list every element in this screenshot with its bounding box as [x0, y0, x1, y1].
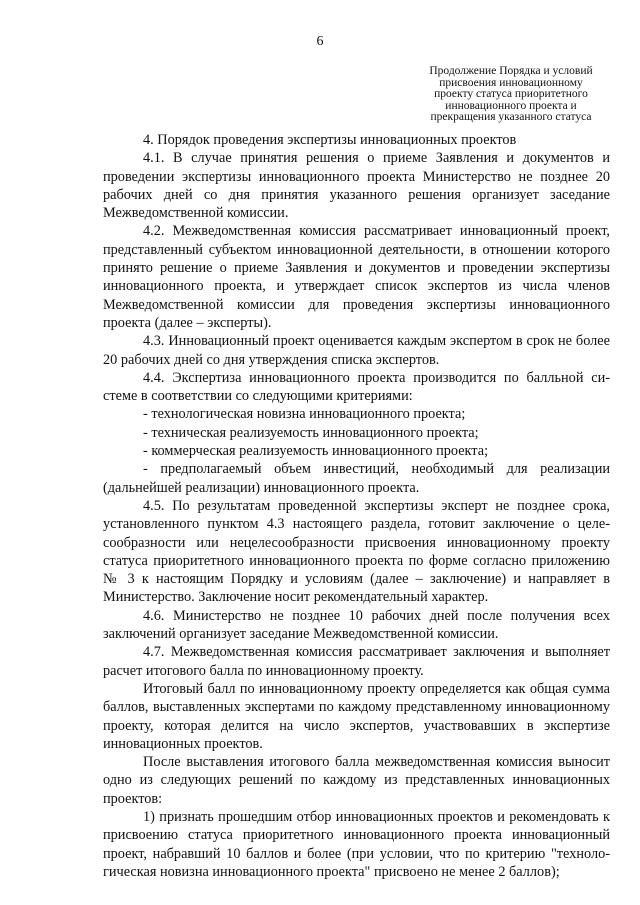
paragraph-4-7: 4.7. Межведомственная комиссия рассматривает заключения и выполняет расчет итогового балла по инновационному проекту. [103, 644, 610, 679]
paragraph-4-4: 4.4. Экспертиза инновационного проекта производится по балльной системе в соответствии со следующими критериями: [103, 369, 610, 405]
paragraph-4-1: 4.1. В случае принятия решения о приеме Заявления и документов и проведении экспертизы инновационного проекта Министерство не позднее 20 рабочих дней со дня принятия указанного решения организует заседание Межведомственной комиссии. [103, 150, 610, 222]
criteria-item: - техническая реализуемость инновационного проекта; [143, 424, 479, 441]
criteria-item: - технологическая новизна инновационного проекта; [143, 406, 466, 423]
paragraph-4-5: 4.5. По результатам проведенной экспертизы эксперт не позднее срока, установленного пунктом 4.3 настоящего раздела, готовит заключение о целесообразности или нецелесообразности присвоения инновационному проекту статуса приоритетного инновационного проекта по форме согласно приложению № 3 к настоящим Порядку и условиям (далее – заключение) и направляет в Министерство. Заключение носит рекомендательный характер. [103, 497, 610, 606]
paragraph-4-2: 4.2. Межведомственная комиссия рассматривает инновационный проект, представленный субъектом инновационной деятельности, в отношении которого принято решение о приеме Заявления и документов и проведении экспертизы инновационного проекта, и утверждает список экспертов из числа членов Межведомственной комиссии для проведения экспертизы инновационного проекта (далее – эксперты). [103, 223, 610, 331]
document-body [103, 131, 610, 881]
header-note [396, 66, 626, 124]
paragraph-4-6: 4.6. Министерство не позднее 10 рабочих дней после получения всех заключений организует заседание Межведомственной комиссии. [103, 607, 610, 643]
header-note-line: инновационного проекта и [445, 99, 577, 112]
page-number: 6 [316, 34, 324, 49]
decision-item-1: 1) признать прошедшим отбор инновационных проектов и рекомендовать к присвоению статуса приоритетного инновационного проекта инновационный проект, набравший 10 баллов и более (при условии, что по критерию "технологическая новизна инновационного проекта" присвоено не менее 2 баллов); [103, 808, 610, 880]
header-note-line: прекращения указанного статуса [430, 111, 592, 123]
paragraph-4-3: 4.3. Инновационный проект оценивается каждым экспертом в срок не более 20 рабочих дней со дня утверждения списка экспертов. [103, 333, 610, 368]
section-heading: 4. Порядок проведения экспертизы инновационных проектов [143, 132, 517, 148]
paragraph-total-score: Итоговый балл по инновационному проекту определяется как общая сумма баллов, выставленных экспертами по каждому представленному инновационному проекту, которая делится на число экспертов, участвовавших в экспертизе инновационных проектов. [103, 680, 610, 752]
paragraph-decisions: После выставления итогового балла межведомственная комиссия выносит одно из следующих решений по каждому из представленных инновационных проектов: [103, 754, 610, 807]
header-note-line: Продолжение Порядка и условий [429, 65, 593, 77]
header-note-line: проекту статуса приоритетного [434, 88, 588, 100]
criteria-item: - коммерческая реализуемость инновационного проекта; [143, 443, 489, 460]
criteria-item: - предполагаемый объем инвестиций, необходимый для реализации (дальнейшей реализации) инновационного проекта. [103, 461, 610, 496]
header-note-line: присвоения инновационному [439, 76, 583, 89]
